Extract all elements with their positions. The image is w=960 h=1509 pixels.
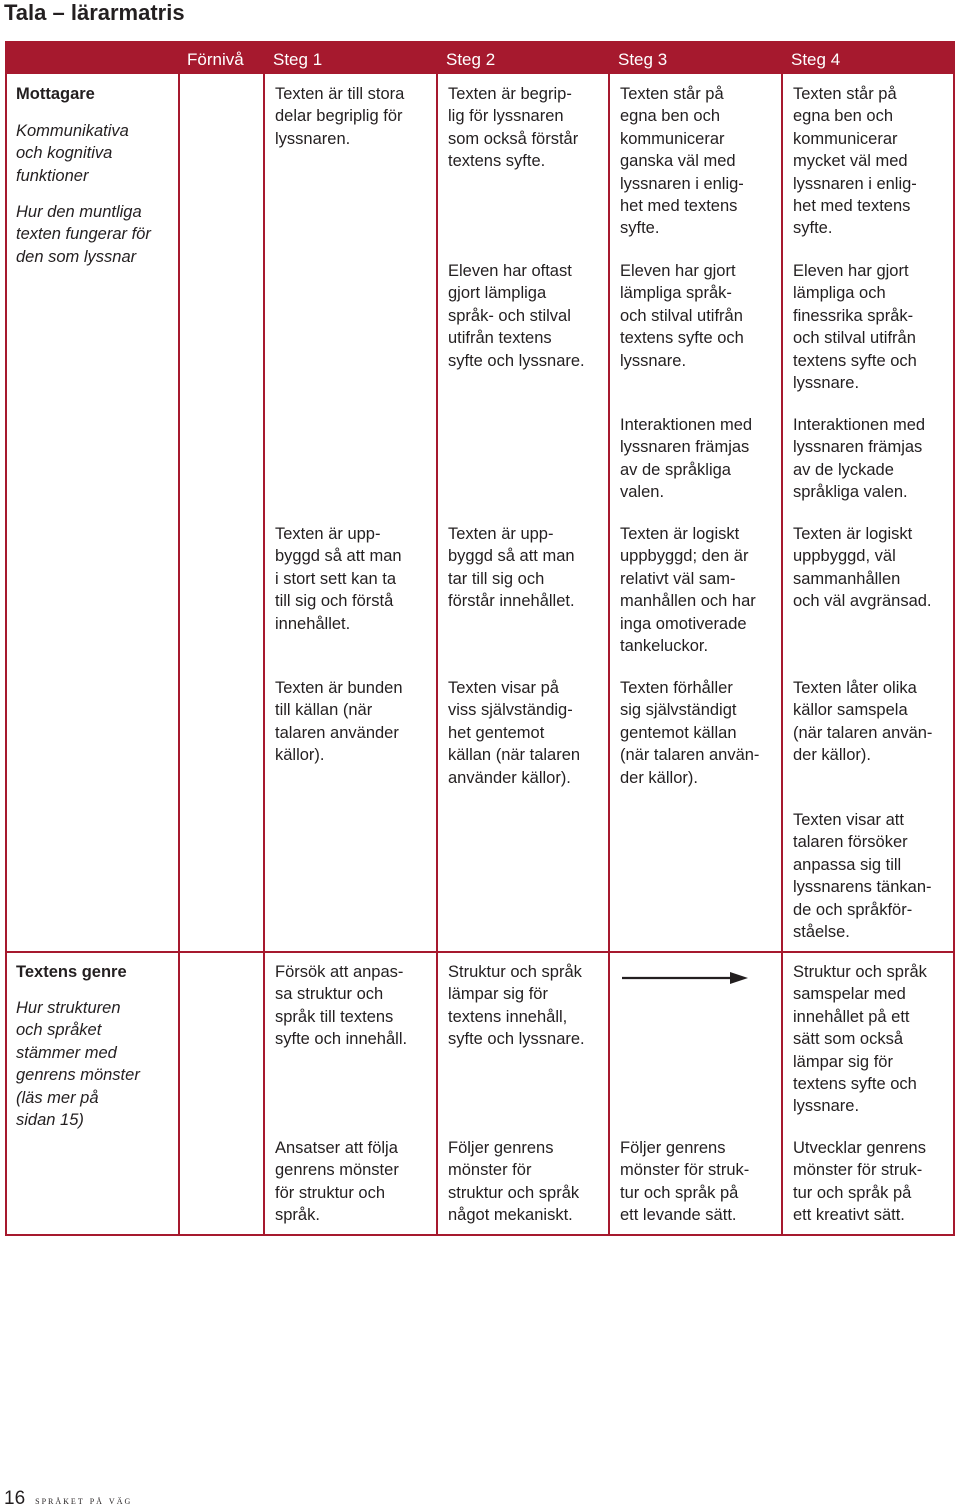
criterion-cell: Interaktionen med lyssnaren främjas av de språkliga valen.	[620, 416, 753, 502]
section-subtitle: Kommunikativa och kognitiva funktioner	[16, 122, 129, 185]
criterion-cell: Utvecklar genrens mönster för struk- tur och språk på ett kreativt sätt.	[793, 1139, 926, 1225]
criterion-cell: Texten förhåller sig självständigt gentemot källan (när talaren använ- der källor).	[620, 679, 760, 787]
criterion-cell: Eleven har oftast gjort lämpliga språk- och stilval utifrån textens syfte och lyssnare.	[448, 262, 585, 370]
column-header-fornivaa: Förnivå	[187, 50, 244, 69]
criterion-cell: Texten står på egna ben och kommunicerar ganska väl med lyssnaren i enlig- het med textens syfte.	[620, 85, 744, 238]
section-subtitle: Hur strukturen och språket stämmer med genrens mönster (läs mer på sidan 15)	[16, 999, 140, 1130]
criterion-cell: Texten är upp- byggd så att man tar till sig och förstår innehållet.	[448, 525, 575, 611]
column-header-steg-3: Steg 3	[618, 50, 668, 69]
criterion-cell: Texten visar att talaren försöker anpassa sig till lyssnarens tänkan- de och språkför- ståelse.	[793, 811, 932, 942]
criterion-cell: Texten är logiskt uppbyggd; den är relativt väl sam- manhållen och har inga omotiverade tankeluckor.	[620, 525, 756, 656]
publication-name: språket på väg	[35, 1493, 133, 1507]
page-title: Tala – lärarmatris	[4, 0, 185, 25]
criterion-cell: Texten är begrip- lig för lyssnaren som också förstår textens syfte.	[448, 85, 579, 171]
criterion-cell: Eleven har gjort lämpliga språk- och stilval utifrån textens syfte och lyssnare.	[620, 262, 744, 370]
criterion-cell: Texten låter olika källor samspela (när talaren använ- der källor).	[793, 679, 933, 765]
column-header-steg-1: Steg 1	[273, 50, 323, 69]
criterion-cell: Texten visar på viss självständig- het gentemot källan (när talaren använder källor).	[448, 679, 581, 787]
page-footer	[4, 1488, 132, 1509]
criterion-cell: Interaktionen med lyssnaren främjas av de lyckade språkliga valen.	[793, 416, 926, 502]
section-divider	[7, 951, 953, 953]
table-header	[7, 43, 953, 74]
column-divider	[178, 43, 180, 1234]
criterion-cell: Eleven har gjort lämpliga och finessrika språk- och stilval utifrån textens syfte och lyssnare.	[793, 262, 917, 393]
criterion-cell: Följer genrens mönster för struktur och språk något mekaniskt.	[448, 1139, 580, 1225]
criterion-cell: Ansatser att följa genrens mönster för struktur och språk.	[275, 1139, 399, 1225]
criterion-cell: Texten är bunden till källan (när talaren använder källor).	[275, 679, 403, 765]
criterion-cell: Texten är logiskt uppbyggd, väl sammanhållen och väl avgränsad.	[793, 525, 932, 611]
column-header-steg-2: Steg 2	[446, 50, 496, 69]
section-subtitle: Hur den muntliga texten fungerar för den som lyssnar	[16, 203, 151, 266]
column-divider	[436, 43, 438, 1234]
section-heading-genre: Textens genre	[16, 963, 127, 981]
column-header-steg-4: Steg 4	[791, 50, 841, 69]
right-arrow-icon	[620, 970, 750, 986]
criterion-cell: Struktur och språk lämpar sig för textens innehåll, syfte och lyssnare.	[448, 963, 585, 1049]
column-divider	[781, 43, 783, 1234]
criterion-cell: Texten är till stora delar begriplig för lyssnaren.	[275, 85, 405, 148]
criterion-cell: Struktur och språk samspelar med innehållet på ett sätt som också lämpar sig för textens syfte och lyssnare.	[793, 963, 927, 1116]
column-divider	[263, 43, 265, 1234]
criterion-cell: Texten står på egna ben och kommunicerar mycket väl med lyssnaren i enlig- het med textens syfte.	[793, 85, 917, 238]
criterion-cell: Texten är upp- byggd så att man i stort sett kan ta till sig och förstå innehållet.	[275, 525, 402, 633]
criterion-cell: Följer genrens mönster för struk- tur och språk på ett levande sätt.	[620, 1139, 750, 1225]
page-number: 16	[4, 1488, 26, 1509]
section-heading-mottagare: Mottagare	[16, 85, 95, 103]
criterion-cell: Försök att anpas- sa struktur och språk till textens syfte och innehåll.	[275, 963, 408, 1049]
column-divider	[608, 43, 610, 1234]
